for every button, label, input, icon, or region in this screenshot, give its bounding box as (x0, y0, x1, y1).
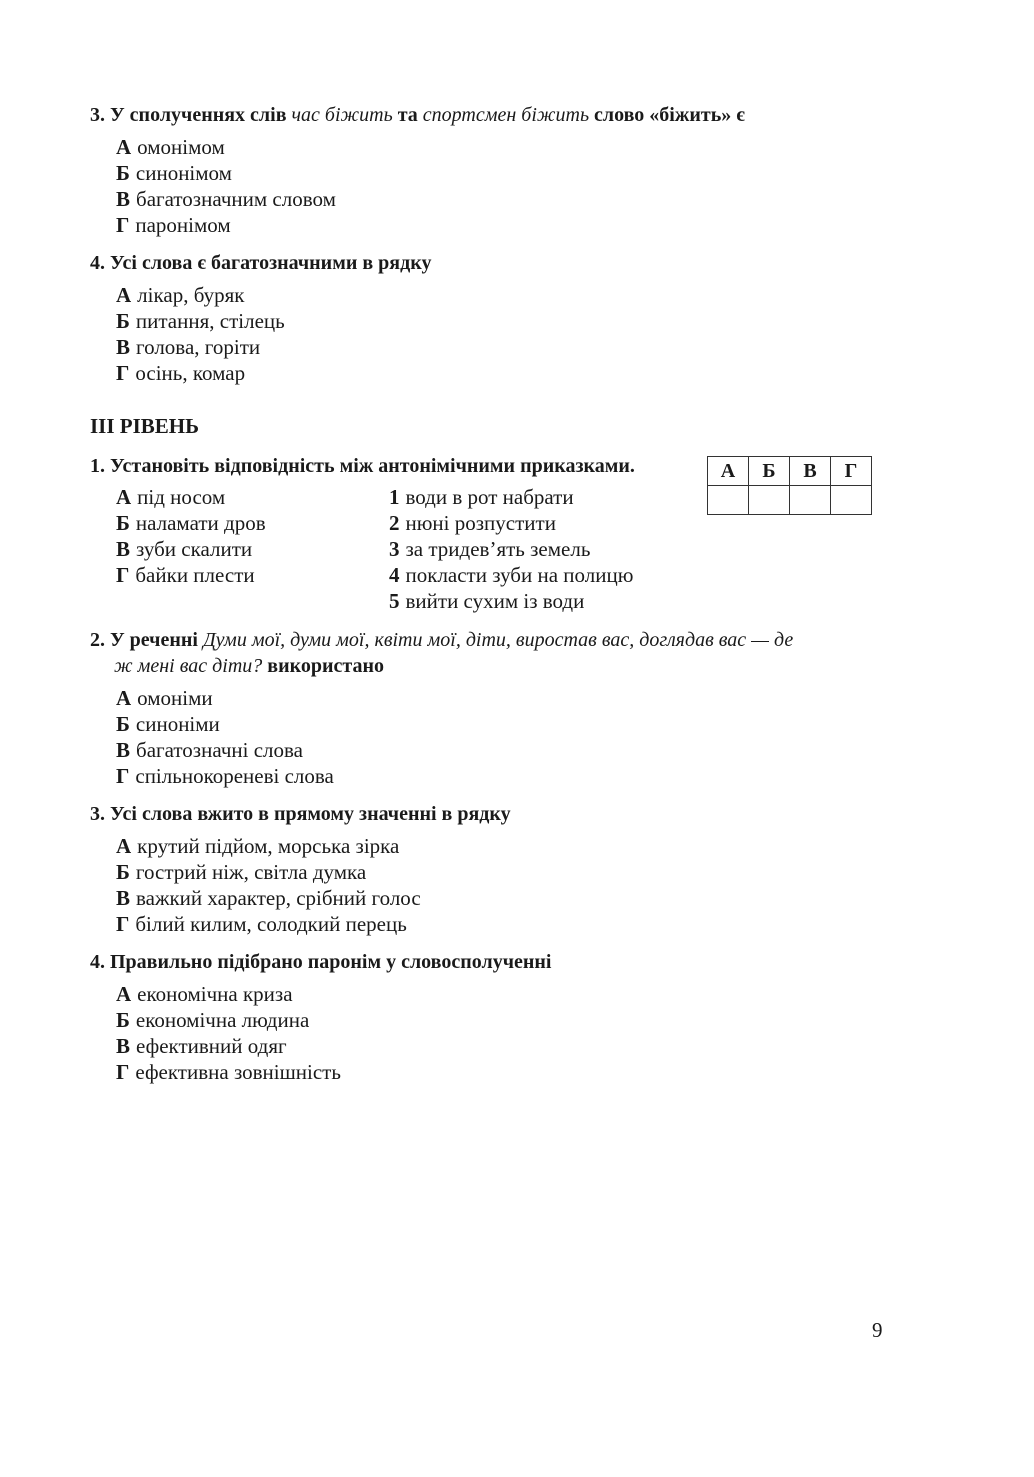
answer-header-v: В (790, 457, 831, 486)
answer-header-g: Г (831, 457, 872, 486)
option-v[interactable]: В багатозначним словом (116, 187, 336, 211)
option-g[interactable]: Г осінь, комар (116, 361, 246, 385)
option-g[interactable]: Г ефективна зовнішність (116, 1060, 341, 1084)
option-a[interactable]: А омоніми (116, 686, 213, 710)
page-number: 9 (872, 1318, 883, 1342)
matching-right-column (389, 484, 633, 614)
answer-cell-v[interactable] (790, 486, 831, 515)
answer-grid (707, 456, 872, 515)
question-number: 4. (90, 951, 105, 973)
option-b[interactable]: Б питання, стілець (116, 309, 285, 333)
option-g[interactable]: Г спільнокореневі слова (116, 764, 334, 788)
left-item-g: Г байки плести (116, 563, 255, 587)
question-4-options (116, 282, 285, 386)
right-item-4: 4 покласти зуби на полицю (389, 563, 634, 587)
option-v[interactable]: В ефективний одяг (116, 1034, 287, 1058)
question-2-options (116, 685, 334, 789)
option-g[interactable]: Г паронімом (116, 213, 231, 237)
question-3-options (116, 833, 421, 937)
question-number: 2. (90, 629, 105, 651)
left-item-a: А під носом (116, 485, 226, 509)
option-b[interactable]: Б гострий ніж, світла думка (116, 860, 367, 884)
answer-header-a: А (708, 457, 749, 486)
question-number: 3. (90, 104, 105, 126)
question-number: 3. (90, 803, 105, 825)
question-title: 1. Установіть відповідність між антонімічними приказками. (90, 455, 635, 477)
option-a[interactable]: А крутий підйом, морська зірка (116, 834, 400, 858)
left-item-v: В зуби скалити (116, 537, 253, 561)
question-number: 4. (90, 252, 105, 274)
option-b[interactable]: Б синонімом (116, 161, 232, 185)
question-2-sentence (90, 627, 890, 679)
question-title: 4. Усі слова є багатозначними в рядку (90, 252, 432, 274)
answer-cell-g[interactable] (831, 486, 872, 515)
question-4-options (116, 981, 341, 1085)
option-v[interactable]: В багатозначні слова (116, 738, 303, 762)
right-item-2: 2 нюні розпустити (389, 511, 556, 535)
question-title: 3. Усі слова вжито в прямому значенні в рядку (90, 803, 511, 825)
question-title: 4. Правильно підібрано паронім у словосполученні (90, 951, 552, 973)
answer-cell-b[interactable] (749, 486, 790, 515)
option-v[interactable]: В важкий характер, срібний голос (116, 886, 421, 910)
question-3-options (116, 134, 336, 238)
question-title-line-2: ж мені вас діти? використано (114, 655, 384, 677)
option-a[interactable]: А економічна криза (116, 982, 293, 1006)
question-4-polysemous (90, 250, 431, 276)
level-heading: ІІІ РІВЕНЬ (90, 414, 199, 438)
option-v[interactable]: В голова, горіти (116, 335, 261, 359)
option-b[interactable]: Б синоніми (116, 712, 220, 736)
matching-left-column (116, 484, 266, 588)
question-number: 1. (90, 455, 105, 477)
question-3-literal-meaning (90, 801, 511, 827)
left-item-b: Б наламати дров (116, 511, 266, 535)
option-a[interactable]: А лікар, буряк (116, 283, 245, 307)
question-3-homonyms (90, 102, 745, 128)
question-1-matching (90, 453, 635, 479)
option-b[interactable]: Б економічна людина (116, 1008, 310, 1032)
option-a[interactable]: А омонімом (116, 135, 225, 159)
question-title: 3. У сполученнях слів час біжить та спортсмен біжить слово «біжить» є (90, 104, 745, 126)
right-item-1: 1 води в рот набрати (389, 485, 574, 509)
right-item-5: 5 вийти сухим із води (389, 589, 585, 613)
answer-cell-a[interactable] (708, 486, 749, 515)
option-g[interactable]: Г білий килим, солодкий перець (116, 912, 407, 936)
question-title-line-1: 2. У реченні Думи мої, думи мої, квіти мої, діти, виростав вас, доглядав вас — де (90, 629, 794, 651)
question-4-paronyms (90, 949, 551, 975)
right-item-3: 3 за тридев’ять земель (389, 537, 591, 561)
answer-header-b: Б (749, 457, 790, 486)
